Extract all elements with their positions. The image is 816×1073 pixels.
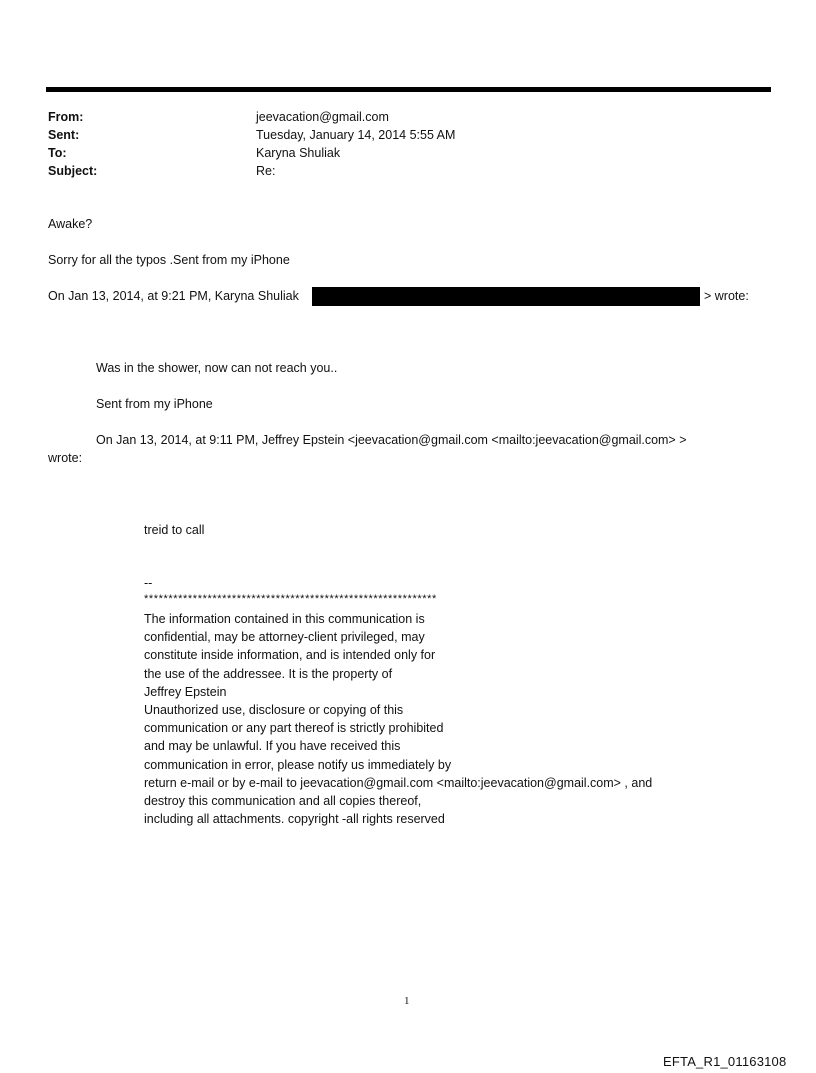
reply2-text: treid to call bbox=[144, 523, 205, 537]
quote1-suffix: > wrote: bbox=[704, 289, 749, 303]
sent-row bbox=[48, 126, 648, 144]
sent-label: Sent: bbox=[48, 128, 80, 142]
separator-dash: -- bbox=[144, 576, 153, 590]
document-id: EFTA_R1_01163108 bbox=[663, 1054, 787, 1069]
body-line-typos: Sorry for all the typos .Sent from my iPhone bbox=[48, 253, 290, 267]
quote2-line2: wrote: bbox=[48, 451, 83, 465]
header-rule bbox=[46, 87, 771, 92]
separator-stars: ************************************************************ bbox=[144, 593, 437, 605]
page-number: 1 bbox=[404, 995, 410, 1007]
disclaimer-text: The information contained in this communication is confidential, may be attorney-client privileged, may constitute inside information, and is intended only for the use of the addressee. It is the property of Jeffrey Epstein Unauthorized use, disclosure or copying of this communication or any part thereof is strictly prohibited and may be unlawful. If you have received this communication in error, please notify us immediately by return e-mail or by e-mail to jeevacation@gmail.com <mailto:jeevacation@gmail.com> , and destroy this communication and all copies thereof, including all attachments. copyright -all rights reserved bbox=[144, 612, 653, 827]
from-label: From: bbox=[48, 110, 84, 124]
to-label: To: bbox=[48, 146, 67, 160]
body-line-awake: Awake? bbox=[48, 217, 93, 231]
from-value: jeevacation@gmail.com bbox=[256, 110, 389, 124]
quote1-prefix: On Jan 13, 2014, at 9:21 PM, Karyna Shuliak bbox=[48, 289, 299, 303]
subject-label: Subject: bbox=[48, 164, 98, 178]
reply1-signature: Sent from my iPhone bbox=[96, 397, 213, 411]
reply1-text: Was in the shower, now can not reach you.. bbox=[96, 361, 338, 375]
subject-row bbox=[48, 162, 648, 180]
to-row bbox=[48, 144, 648, 162]
from-row bbox=[48, 108, 648, 126]
to-value: Karyna Shuliak bbox=[256, 146, 341, 160]
redaction-bar bbox=[312, 287, 700, 306]
subject-value: Re: bbox=[256, 164, 276, 178]
sent-value: Tuesday, January 14, 2014 5:55 AM bbox=[256, 128, 456, 142]
quote2-line1: On Jan 13, 2014, at 9:11 PM, Jeffrey Epstein <jeevacation@gmail.com <mailto:jeevacation@gmail.com> > bbox=[96, 433, 687, 447]
email-header bbox=[48, 108, 648, 180]
